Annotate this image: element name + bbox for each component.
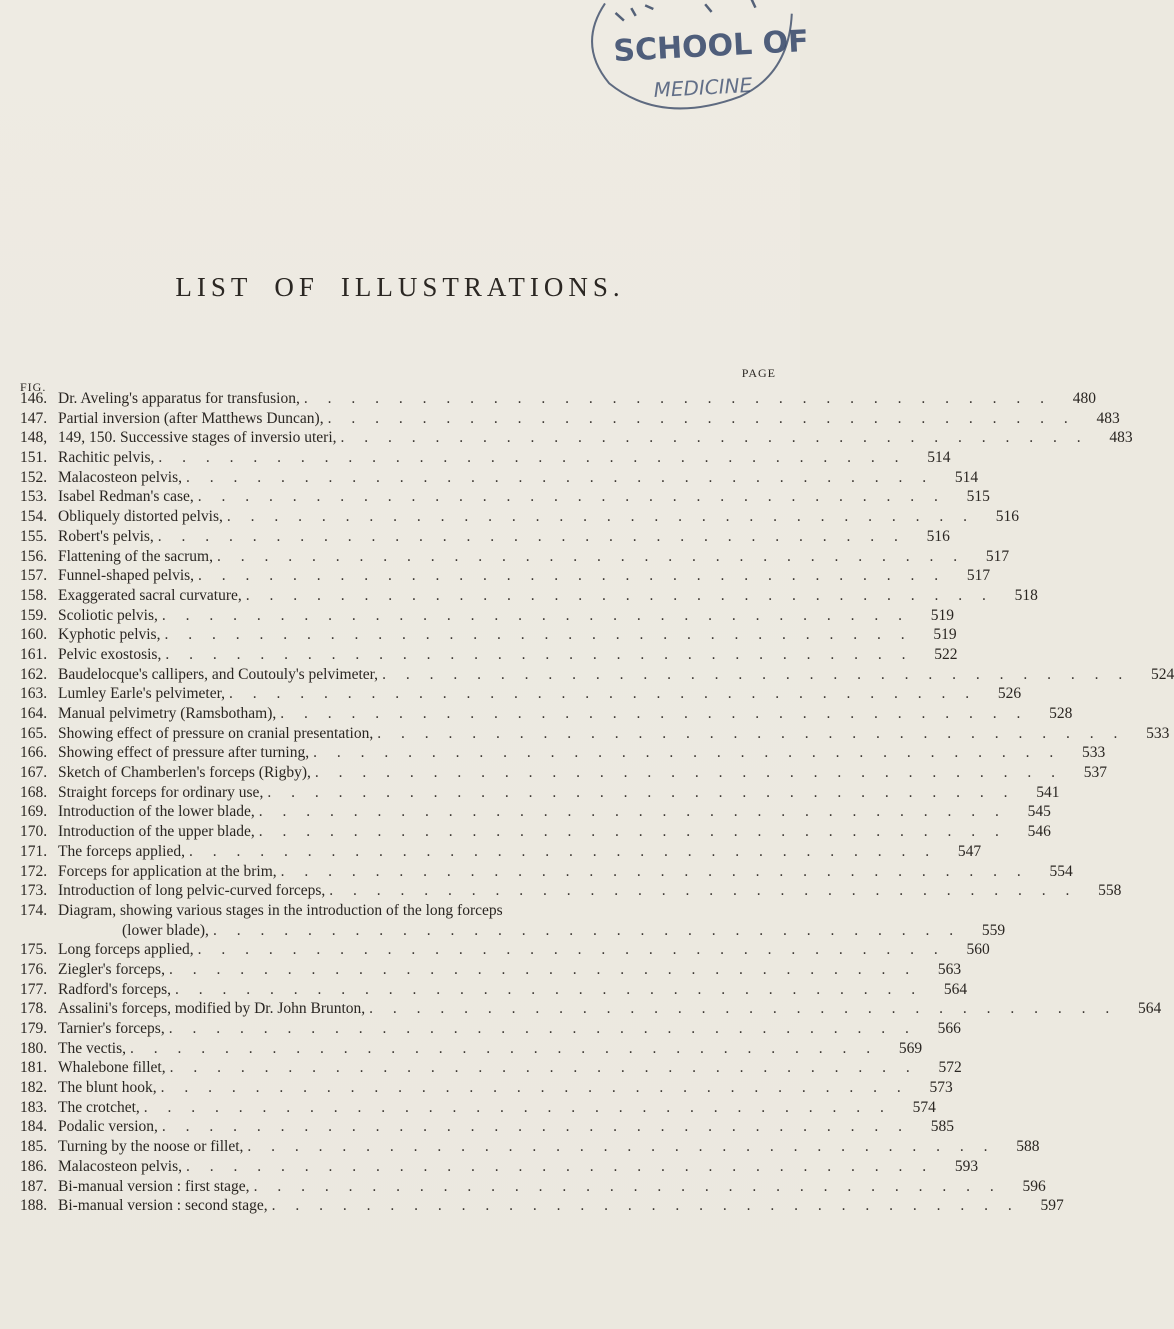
figure-number: 185. (20, 1138, 48, 1156)
page-number: 547 (957, 842, 982, 860)
figure-caption: Tarnier's forceps, (58, 1020, 165, 1037)
figure-caption: Assalini's forceps, modified by Dr. John Brunton, (58, 1000, 366, 1018)
list-item (20, 507, 1020, 527)
leader-dots: . . . . . . . . . . . . . . . . . . . . . . . . . . . . . . . . (303, 390, 1052, 407)
leader-dots: . . . . . . . . . . . . . . . . . . . . . . . . . . . . . . . . (174, 980, 924, 998)
figure-number: 147. (20, 409, 48, 427)
figure-number: 182. (20, 1079, 48, 1097)
figure-number: 159. (20, 606, 48, 624)
figure-number: 168. (20, 783, 48, 801)
list-item (20, 684, 1022, 704)
page-number: 519 (933, 626, 957, 644)
page-number: 564 (943, 980, 968, 998)
figure-number: 146. (20, 390, 48, 407)
leader-dots: . . . . . . . . . . . . . . . . . . . . . . . . . . . . . . . . (253, 1177, 1002, 1195)
figure-number: 187. (20, 1177, 48, 1195)
leader-dots: . . . . . . . . . . . . . . . . . . . . . . . . . . . . . . . . (168, 960, 918, 978)
figure-caption: Partial inversion (after Matthews Duncan), (58, 409, 324, 427)
leader-dots: . . . . . . . . . . . . . . . . . . . . . . . . . . . . . . . . (280, 862, 1029, 880)
list-item (20, 822, 1051, 842)
list-item (20, 1117, 954, 1137)
page-number: 528 (1049, 705, 1073, 722)
list-item (20, 980, 968, 1000)
leader-dots: . . . . . . . . . . . . . . . . . . . . . . . . . . . . . . . . (267, 783, 1016, 801)
leader-dots: . . . . . . . . . . . . . . . . . . . . . . . . . . . . . . . . (216, 547, 966, 565)
leader-dots: . . . . . . . . . . . . . . . . . . . . . . . . . . . . . . . . (247, 1138, 996, 1156)
page-number: 524 (1150, 665, 1174, 683)
page-number: 559 (981, 921, 1006, 939)
page-title (0, 272, 800, 303)
leader-dots: . . . . . . . . . . . . . . . . . . . . . . . . . . . . . . . . (130, 1039, 879, 1057)
page-number: 588 (1016, 1138, 1040, 1156)
figure-number: 188. (20, 1197, 48, 1215)
list-item (20, 1098, 936, 1118)
list-item (20, 547, 1010, 567)
list-item (20, 586, 1038, 606)
list-item (20, 724, 1170, 744)
figure-caption: Long forceps applied, (58, 941, 194, 959)
page-number: 518 (1014, 586, 1038, 604)
figure-caption: 149, 150. Successive stages of inversio uteri, (58, 429, 337, 447)
page-number: 517 (966, 567, 991, 585)
page-number: 572 (938, 1059, 962, 1077)
list-item (20, 487, 990, 507)
leader-dots: . . . . . . . . . . . . . . . . . . . . . . . . . . . . . . . . (161, 1118, 910, 1136)
page-number: 515 (966, 488, 990, 506)
figure-number: 169. (20, 803, 48, 821)
leader-dots: . . . . . . . . . . . . . . . . . . . . . . . . . . . . . . . . (271, 1197, 1020, 1215)
leader-dots: . . . . . . . . . . . . . . . . . . . . . . . . . . . . . . . . (382, 665, 1131, 683)
leader-dots: . . . . . . . . . . . . . . . . . . . . . . . . . . . . . . . . (158, 449, 907, 467)
list-item (20, 940, 990, 960)
list-item (20, 1196, 1064, 1216)
figure-caption: The vectis, (58, 1039, 127, 1057)
page-number: 480 (1072, 390, 1096, 407)
figure-caption: Scoliotic pelvis, (58, 606, 158, 624)
figure-caption: Flattening of the sacrum, (58, 547, 213, 565)
page-number: 533 (1081, 744, 1106, 762)
leader-dots: . . . . . . . . . . . . . . . . . . . . . . . . . . . . . . . . (161, 606, 911, 624)
page-number: 585 (930, 1118, 954, 1136)
leader-dots: . . . . . . . . . . . . . . . . . . . . . . . . . . . . . . . . (245, 586, 994, 604)
figure-caption: Isabel Redman's case, (58, 488, 194, 506)
figure-caption: Sketch of Chamberlen's forceps (Rigby), (58, 764, 311, 782)
leader-dots: . . . . . . . . . . . . . . . . . . . . . . . . . . . . . . . . (143, 1098, 892, 1116)
figure-number: 164. (20, 705, 48, 722)
page-number: 593 (954, 1157, 979, 1175)
list-item (20, 389, 1096, 409)
figure-caption: The forceps applied, (58, 842, 185, 860)
figure-number: 176. (20, 960, 48, 978)
figure-number: 157. (20, 567, 48, 585)
page-number: 516 (926, 527, 950, 545)
page-number: 517 (985, 547, 1010, 565)
leader-dots: . . . . . . . . . . . . . . . . . . . . . . . . . . . . . . . . (314, 764, 1064, 782)
list-item (20, 409, 1120, 429)
leader-dots: . . . . . . . . . . . . . . . . . . . . . . . . . . . . . . . . (340, 429, 1089, 447)
illustrations-list (20, 389, 1174, 1216)
figure-number: 161. (20, 645, 48, 663)
figure-caption: The crotchet, (58, 1098, 140, 1116)
list-item (20, 645, 958, 665)
list-item (20, 960, 962, 980)
list-item (20, 743, 1106, 763)
figure-caption: Turning by the noose or fillet, (58, 1138, 244, 1156)
list-item (20, 527, 950, 547)
leader-dots: . . . . . . . . . . . . . . . . . . . . . . . . . . . . . . . . (157, 527, 906, 545)
figure-caption: Introduction of long pelvic-curved forceps, (58, 882, 326, 900)
figure-number: 148, (20, 429, 48, 447)
figure-number: 167. (20, 764, 48, 782)
page-number: 483 (1096, 409, 1120, 427)
page-number: 573 (929, 1079, 953, 1097)
figure-number: 163. (20, 685, 48, 703)
list-item (20, 704, 1073, 724)
list-item (20, 448, 951, 468)
library-stamp (545, 0, 810, 124)
figure-number: 181. (20, 1059, 48, 1077)
page-number: 514 (927, 449, 951, 467)
list-item (20, 665, 1174, 685)
list-item (20, 901, 784, 921)
figure-caption: Showing effect of pressure after turning, (58, 744, 310, 762)
figure-number: 152. (20, 468, 48, 486)
page-number: 483 (1109, 429, 1133, 447)
list-item (20, 999, 1162, 1019)
figure-caption: Podalic version, (58, 1118, 158, 1136)
title-word-of: OF (274, 272, 319, 302)
page-number: 597 (1040, 1197, 1064, 1215)
figure-number: 162. (20, 665, 48, 683)
figure-caption: Ziegler's forceps, (58, 960, 165, 978)
figure-number: 151. (20, 449, 48, 467)
list-item (20, 1058, 962, 1078)
list-item (20, 881, 1122, 901)
figure-number: 175. (20, 941, 48, 959)
list-item (20, 1177, 1046, 1197)
figure-caption: Bi-manual version : first stage, (58, 1177, 250, 1195)
figure-caption: Kyphotic pelvis, (58, 626, 161, 644)
leader-dots: . . . . . . . . . . . . . . . . . . . . . . . . . . . . . . . . (169, 1059, 918, 1077)
leader-dots: . . . . . . . . . . . . . . . . . . . . . . . . . . . . . . . . (258, 823, 1007, 841)
list-item (20, 428, 1133, 448)
figure-caption: Introduction of the upper blade, (58, 823, 255, 841)
leader-dots: . . . . . . . . . . . . . . . . . . . . . . . . . . . . . . . . (327, 409, 1076, 427)
page-number: 569 (898, 1039, 923, 1057)
figure-caption: Straight forceps for ordinary use, (58, 783, 264, 801)
figure-caption: Pelvic exostosis, (58, 645, 162, 663)
page-number: 560 (966, 941, 990, 959)
leader-dots: . . . . . . . . . . . . . . . . . . . . . . . . . . . . . . . . (185, 468, 935, 486)
figure-caption: Lumley Earle's pelvimeter, (58, 685, 226, 703)
figure-caption: Dr. Aveling's apparatus for transfusion, (58, 390, 300, 407)
figure-number: 172. (20, 862, 48, 880)
figure-number: 166. (20, 744, 48, 762)
leader-dots: . . . . . . . . . . . . . . . . . . . . . . . . . . . . . . . . (165, 645, 914, 663)
list-item (20, 1078, 953, 1098)
figure-number: 170. (20, 823, 48, 841)
figure-number: 183. (20, 1098, 48, 1116)
figure-number: 165. (20, 724, 48, 742)
figure-caption: Funnel-shaped pelvis, (58, 567, 195, 585)
leader-dots: . . . . . . . . . . . . . . . . . . . . . . . . . . . . . . . . (226, 508, 976, 526)
leader-dots: . . . . . . . . . . . . . . . . . . . . . . . . . . . . . . . . (229, 685, 978, 703)
figure-number: 160. (20, 626, 48, 644)
list-item (20, 1157, 979, 1177)
figure-number: 154. (20, 508, 48, 526)
figure-number: 178. (20, 1000, 48, 1018)
figure-number: 156. (20, 547, 48, 565)
column-header-page: PAGE (741, 366, 776, 380)
figure-caption: (lower blade), (122, 921, 209, 939)
figure-caption: Malacosteon pelvis, (58, 468, 182, 486)
figure-caption: Forceps for application at the brim, (58, 862, 277, 880)
figure-number: 153. (20, 488, 48, 506)
list-item (20, 566, 991, 586)
leader-dots: . . . . . . . . . . . . . . . . . . . . . . . . . . . . . . . . (164, 626, 913, 644)
leader-dots: . . . . . . . . . . . . . . . . . . . . . . . . . . . . . . . . (369, 1000, 1118, 1018)
page-number: 558 (1098, 882, 1122, 900)
column-header-fig: FIG. (20, 380, 47, 394)
figure-number: 186. (20, 1157, 48, 1175)
list-item (20, 802, 1051, 822)
figure-number: 158. (20, 586, 48, 604)
leader-dots: . . . . . . . . . . . . . . . . . . . . . . . . . . . . . . . . (212, 921, 962, 939)
page-number: 564 (1138, 1000, 1162, 1018)
leader-dots: . . . . . . . . . . . . . . . . . . . . . . . . . . . . . . . . (329, 882, 1078, 900)
figure-number: 171. (20, 842, 48, 860)
list-item (20, 842, 982, 862)
figure-caption: Bi-manual version : second stage, (58, 1197, 268, 1215)
figure-number: 155. (20, 527, 48, 545)
list-item (20, 763, 1108, 783)
figure-number: 174. (20, 901, 48, 919)
leader-dots: . . . . . . . . . . . . . . . . . . . . . . . . . . . . . . . . (377, 724, 1126, 742)
page-number: 574 (912, 1098, 936, 1116)
figure-number: 180. (20, 1039, 48, 1057)
page-number: 526 (997, 685, 1022, 703)
figure-caption: Whalebone fillet, (58, 1059, 166, 1077)
figure-number: 173. (20, 882, 48, 900)
figure-caption: Rachitic pelvis, (58, 449, 155, 467)
page-number: 533 (1146, 724, 1170, 742)
list-item (20, 606, 955, 626)
figure-caption: Baudelocque's callipers, and Coutouly's pelvimeter, (58, 665, 379, 683)
leader-dots: . . . . . . . . . . . . . . . . . . . . . . . . . . . . . . . . (198, 567, 947, 585)
leader-dots: . . . . . . . . . . . . . . . . . . . . . . . . . . . . . . . . (185, 1157, 935, 1175)
figure-caption: Exaggerated sacral curvature, (58, 586, 242, 604)
leader-dots: . . . . . . . . . . . . . . . . . . . . . . . . . . . . . . . . (188, 842, 938, 860)
page-number: 537 (1083, 764, 1108, 782)
page-number: 545 (1027, 803, 1051, 821)
page-number: 516 (995, 508, 1020, 526)
leader-dots: . . . . . . . . . . . . . . . . . . . . . . . . . . . . . . . . (280, 705, 1029, 722)
leader-dots: . . . . . . . . . . . . . . . . . . . . . . . . . . . . . . . . (258, 803, 1007, 821)
leader-dots: . . . . . . . . . . . . . . . . . . . . . . . . . . . . . . . . (160, 1079, 909, 1097)
leader-dots: . . . . . . . . . . . . . . . . . . . . . . . . . . . . . . . . (197, 488, 946, 506)
leader-dots: . . . . . . . . . . . . . . . . . . . . . . . . . . . . . . . . (197, 941, 946, 959)
figure-caption: Malacosteon pelvis, (58, 1157, 182, 1175)
figure-number: 179. (20, 1020, 48, 1037)
stamp-text-line1: SCHOOL OF (612, 23, 810, 70)
title-word-illustrations: ILLUSTRATIONS. (340, 272, 625, 302)
leader-dots: . . . . . . . . . . . . . . . . . . . . . . . . . . . . . . . . (168, 1020, 917, 1037)
figure-number: 184. (20, 1118, 48, 1136)
page-number: 519 (930, 606, 955, 624)
page-number: 514 (954, 468, 979, 486)
figure-caption: The blunt hook, (58, 1079, 157, 1097)
figure-number: 177. (20, 980, 48, 998)
list-item (20, 783, 1060, 803)
list-item (20, 468, 979, 488)
page-number: 596 (1022, 1177, 1046, 1195)
figure-caption: Obliquely distorted pelvis, (58, 508, 223, 526)
list-item (20, 1019, 961, 1039)
stamp-text-line2: MEDICINE (652, 72, 753, 103)
figure-caption: Radford's forceps, (58, 980, 171, 998)
figure-caption: Robert's pelvis, (58, 527, 154, 545)
page-number: 566 (937, 1020, 961, 1037)
list-item (20, 625, 957, 645)
figure-caption: Introduction of the lower blade, (58, 803, 255, 821)
figure-caption: Diagram, showing various stages in the introduction of the long forceps (58, 901, 503, 919)
list-item (20, 921, 1006, 941)
leader-dots: . . . . . . . . . . . . . . . . . . . . . . . . . . . . . . . . (313, 744, 1062, 762)
figure-caption: Showing effect of pressure on cranial presentation, (58, 724, 374, 742)
page-number: 522 (934, 645, 958, 663)
list-item (20, 1137, 1040, 1157)
page-number: 541 (1036, 783, 1060, 801)
page-number: 546 (1027, 823, 1051, 841)
figure-caption: Manual pelvimetry (Ramsbotham), (58, 705, 277, 722)
list-item (20, 862, 1073, 882)
title-word-list: LIST (175, 272, 253, 302)
list-item (20, 1039, 923, 1059)
page-number: 563 (937, 960, 962, 978)
page-number: 554 (1049, 862, 1073, 880)
